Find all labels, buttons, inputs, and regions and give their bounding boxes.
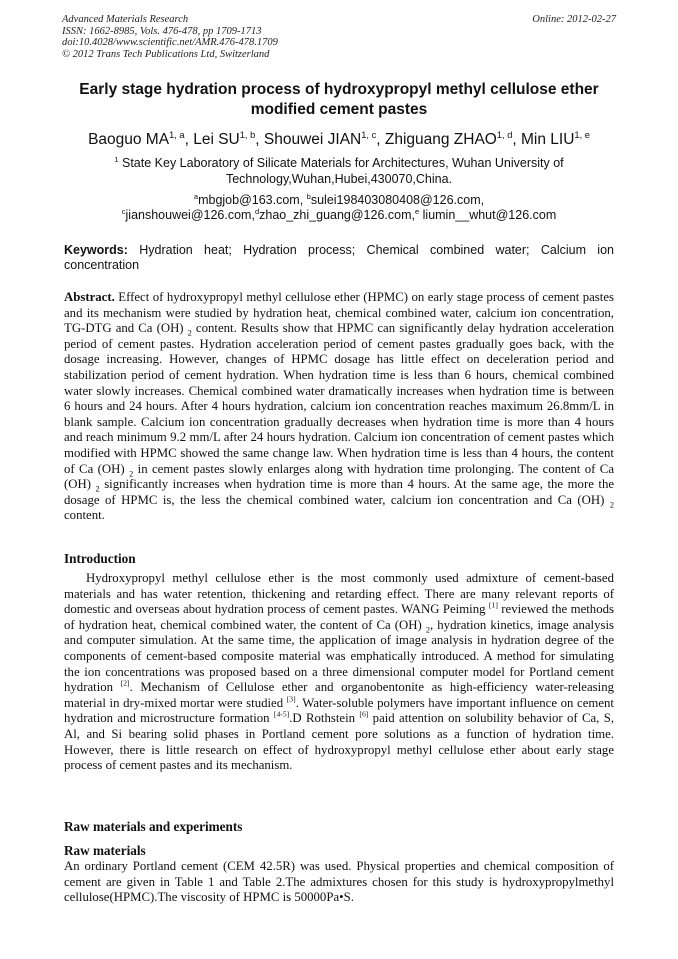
keywords-text: Hydration heat; Hydration process; Chemical combined water; Calcium ion concentration [64,243,614,272]
author-sup: 1, c [361,129,377,140]
citation-ref[interactable]: [6] [359,710,369,720]
paper-title: Early stage hydration process of hydroxypropyl methyl cellulose ether modified cement pastes [79,81,599,118]
email-link[interactable]: liumin__whut@126.com [422,208,557,222]
raw-materials-paragraph: An ordinary Portland cement (CEM 42.5R) was used. Physical properties and chemical composition of cement are given in Table 1 and Table 2.The admixtures chosen for this study is hydroxypropylmethyl cellulose(HPMC).The viscosity of HPMC is 50000Pa•S. [64,859,614,905]
author-sup: 1, e [574,129,590,140]
citation-ref[interactable]: [3] [286,694,296,704]
raw-materials-heading: Raw materials and experiments [64,819,243,834]
introduction-paragraph: Hydroxypropyl methyl cellulose ether is the most commonly used admixture of cement-based materials and has water retention, thickening and retarding effect. There are many relevant reports of domestic and overseas about hydration process of cement pastes. WANG Peiming [1] reviewed the methods of hydration heat, chemical combined water, the content of Ca (OH) $_2$, hydration kinetics, image analysis and computer simulation. At the same time, the application of image analysis in hydration degree of the components of cement-based composite material was emphatically introduced. A method for simulating the ion concentrations was proposed based on a three dimensional computer model for Portland cement hydration [2]. Mechanism of Cellulose ether and organobentonite as high-efficiency water-releasing material in dry-mixed mortar were studied [3]. Water-soluble polymers have important influence on cement hydration and microstructure formation [4-5].D Rothstein [6] paid attention on solubility behavior of Ca, S, Al, and Si bearing solid phases in Portland cement pore solutions as a function of hydration time. However, there is little research on effect of hydroxypropyl methyl cellulose ether about early stage process of cement pastes and its mechanism. [64,571,615,773]
author-name: Min LIU [521,131,575,148]
journal-header [62,14,616,60]
citation-ref[interactable]: [2] [120,678,130,688]
author-name: Shouwei JIAN [263,131,362,148]
author-name: Baoguo MA [88,131,170,148]
doi-line: doi:10.4028/www.scientific.net/AMR.476-478.1709 [62,37,278,48]
abstract-section: Abstract. Effect of hydroxypropyl methyl cellulose ether (HPMC) on early stage process of cement pastes and its mechanism were studied by hydration heat, chemical combined water, calcium ion concentration, TG-DTG and Ca (OH) $_2$ content. Results show that HPMC can significantly delay hydration acceleration period of cement pastes. Hydration acceleration period of cement pastes gradually goes back, with the dosage increasing. However, changes of HPMC dosage has little effect on deceleration period and stabilization period of cement hydration. When hydration time is less than 6 hours, chemical combined water slowly increases. Chemical combined water dramatically increases when hydration time is between 6 hours and 24 hours. After 4 hours hydration, calcium ion concentration reaches maximum 26.8mm/L in blank sample. Calcium ion concentration gradually decreases when hydration time is more than 4 hours and reach minimum 9.2 mm/L after 24 hours hydration. Calcium ion concentration of cement pastes which modified with HPMC showed the same change law. When hydration time is less than 4 hours, the content of Ca (OH) $_2$ in cement pastes slowly enlarges along with hydration time prolonging. The content of Ca (OH) $_2$ significantly increases when hydration time is more than 4 hours. At the same age, the more the dosage of HPMC is, the less the chemical combined water, calcium ion concentration and Ca (OH) $_2$ content. [64,290,615,523]
email-link[interactable]: sulei198403080408@126.com, [310,193,485,207]
abstract-label: Abstract. [64,290,115,304]
author-sup: 1, b [239,129,256,140]
citation-ref[interactable]: [1] [488,600,498,610]
author-emails: $^a$mbgjob@163.com, $^b$sulei198403080408@126.com, $^c$jianshouwei@126.com,$^d$zhao_zhi_guang@126.com,$^e$ liumin__whut@126.com [121,191,557,222]
author-name: Zhiguang ZHAO [384,131,497,148]
online-date: Online: 2012-02-27 [532,14,616,25]
author-list: Baoguo MA$^{1, a}$, Lei SU$^{1, b}$, Shouwei JIAN$^{1, c}$, Zhiguang ZHAO$^{1, d}$, Min LIU$^{1, e}$ [88,129,590,148]
issn-line: ISSN: 1662-8985, Vols. 476-478, pp 1709-1713 [62,25,262,37]
journal-name: Advanced Materials Research [62,14,189,25]
keywords-section [64,243,614,273]
affiliation-text: State Key Laboratory of Silicate Materials for Architectures, Wuhan University of Technology,Wuhan,Hubei,430070,China. [122,156,564,186]
introduction-heading: Introduction [64,551,136,566]
citation-ref[interactable]: [4-5] [273,710,290,720]
affiliation-sup: 1 [114,154,119,164]
author-sup: 1, d [496,129,513,140]
author-name: Lei SU [193,131,240,148]
raw-materials-subheading: Raw materials [64,843,146,858]
author-sup: 1, a [169,129,185,140]
affiliation [62,155,616,187]
email-link[interactable]: mbgjob@163.com, [198,193,304,207]
copyright-line: © 2012 Trans Tech Publications Ltd, Switzerland [62,48,270,60]
email-link[interactable]: zhao_zhi_guang@126.com, [259,208,415,222]
keywords-label: Keywords: [64,243,128,257]
email-link[interactable]: jianshouwei@126.com, [125,208,255,222]
